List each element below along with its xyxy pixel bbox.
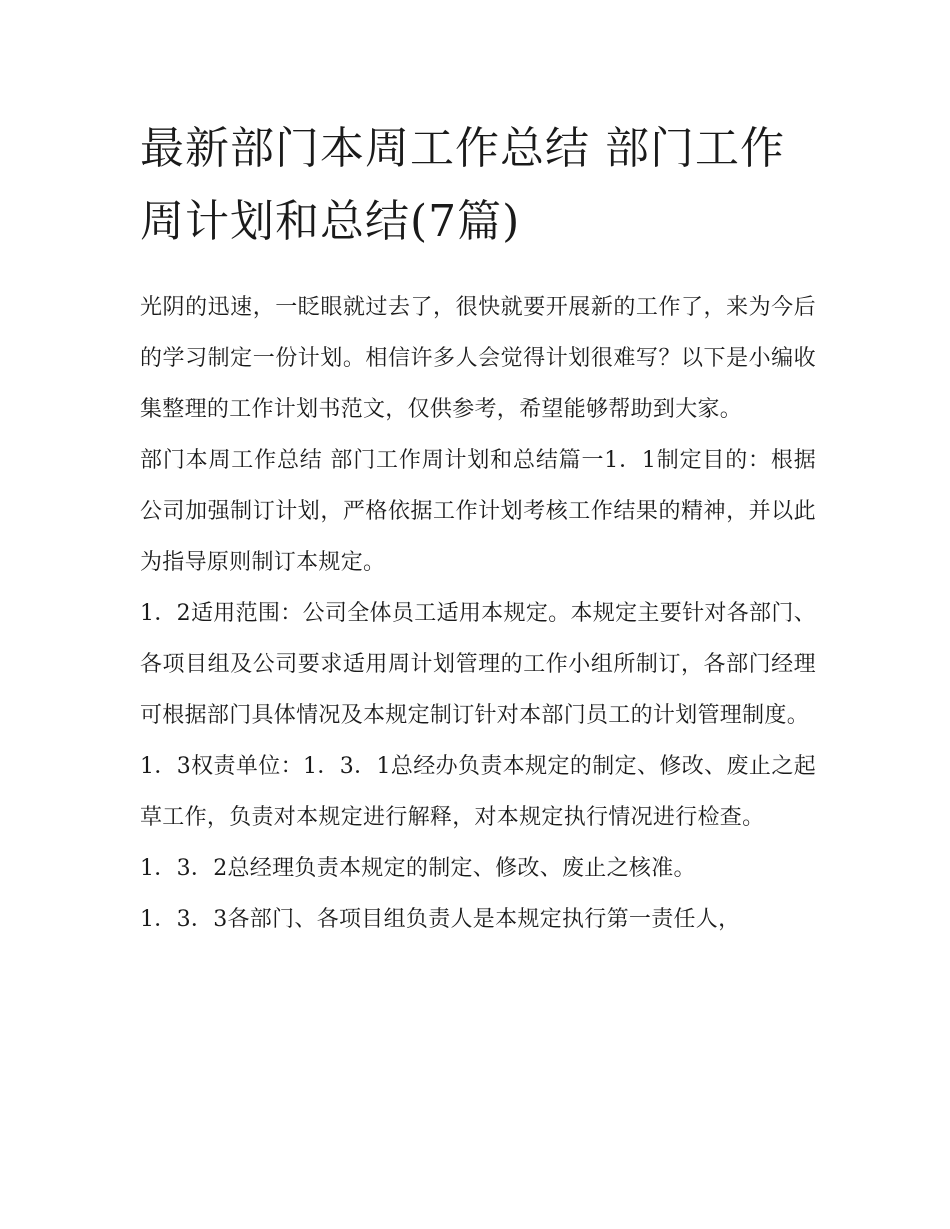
intro-paragraph: 光阴的迅速，一眨眼就过去了，很快就要开展新的工作了，来为今后的学习制定一份计划。相信许多人会觉得计划很难写？以下是小编收集整理的工作计划书范文，仅供参考，希望能够帮助到大家。 <box>140 295 816 422</box>
document-title: 最新部门本周工作总结 部门工作周计划和总结(7篇) <box>140 123 785 247</box>
section-1-3-3-paragraph: 1．3．3各部门、各项目组负责人是本规定执行第一责任人， <box>140 907 741 932</box>
section-1-1-paragraph: 部门本周工作总结 部门工作周计划和总结篇一1．1制定目的：根据公司加强制订计划，严格依据工作计划考核工作结果的精神，并以此为指导原则制订本规定。 <box>140 448 816 575</box>
section-1-3-paragraph: 1．3权责单位：1．3．1总经办负责本规定的制定、修改、废止之起草工作，负责对本规定进行解释，对本规定执行情况进行检查。 <box>140 754 816 830</box>
document-page <box>140 112 816 945</box>
section-1-3-2-paragraph: 1．3．2总经理负责本规定的制定、修改、废止之核准。 <box>140 856 696 881</box>
section-1-2-paragraph: 1．2适用范围：公司全体员工适用本规定。本规定主要针对各部门、各项目组及公司要求适用周计划管理的工作小组所制订，各部门经理可根据部门具体情况及本规定制订针对本部门员工的计划管理制度。 <box>140 601 816 728</box>
